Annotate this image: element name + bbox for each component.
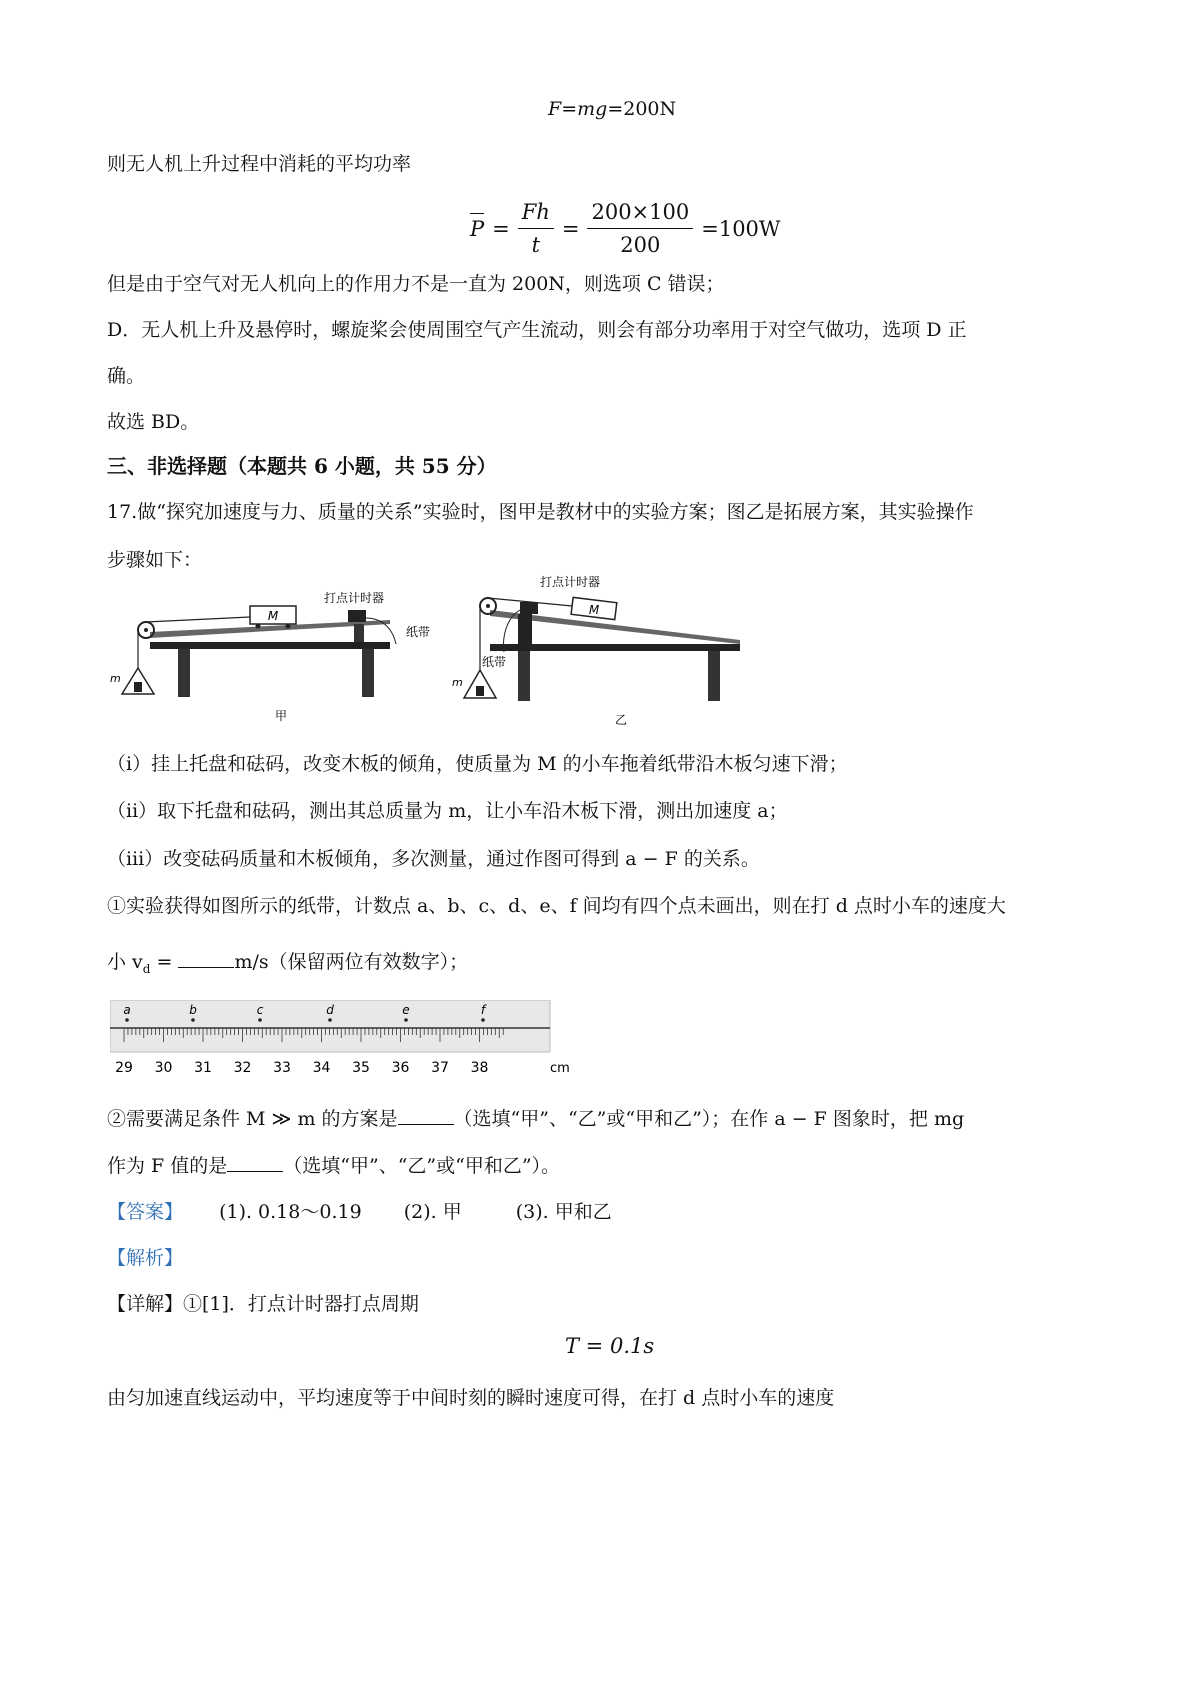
ruler-tick-label: 38 bbox=[470, 1060, 489, 1076]
table-leg-b-right bbox=[708, 651, 720, 701]
tape-point-label-e: e bbox=[402, 1003, 410, 1017]
tape-point-label-f: f bbox=[480, 1003, 486, 1017]
figure-a bbox=[110, 590, 430, 723]
timer-a bbox=[348, 610, 366, 622]
tape-point-label-b: b bbox=[189, 1003, 197, 1017]
ruler-tick-label: 32 bbox=[233, 1060, 252, 1076]
ruler-tick-label: 34 bbox=[312, 1060, 331, 1076]
ruler-unit: cm bbox=[550, 1061, 570, 1076]
fraction-numerator-values: 200×100 bbox=[587, 200, 693, 229]
text-option-d-2: 确。 bbox=[107, 365, 146, 387]
text-option-c: 但是由于空气对无人机向上的作用力不是一直为 200N，则选项 C 错误； bbox=[107, 273, 725, 295]
q2-suffix: （选填“甲”、“乙”或“甲和乙”）。 bbox=[283, 1155, 561, 1177]
fraction-fh-t bbox=[518, 200, 554, 257]
figure-b bbox=[452, 574, 740, 727]
q1-text-1: ①实验获得如图所示的纸带，计数点 a、b、c、d、e、f 间均有四个点未画出，则在打 d 点时小车的速度大 bbox=[107, 895, 1006, 917]
tape-point-a bbox=[125, 1018, 129, 1022]
analysis-tag: 【解析】 bbox=[107, 1247, 184, 1269]
text-option-d-1: D．无人机上升及悬停时，螺旋桨会使周围空气产生流动，则会有部分功率用于对空气做功，选项 D 正 bbox=[107, 319, 967, 341]
string-a bbox=[146, 617, 250, 622]
formula-power bbox=[470, 200, 781, 257]
last-line: 由匀加速直线运动中，平均速度等于中间时刻的瞬时速度可得，在打 d 点时小车的速度 bbox=[107, 1387, 835, 1409]
table-leg-a-left bbox=[178, 649, 190, 697]
tape-point-f bbox=[481, 1018, 485, 1022]
q2-text-1 bbox=[107, 1105, 964, 1133]
q2-text-2 bbox=[107, 1152, 560, 1180]
ruler-tick-label: 37 bbox=[431, 1060, 449, 1076]
ruler-tick-label: 36 bbox=[391, 1060, 410, 1076]
q1-unit-note: m/s（保留两位有效数字）； bbox=[234, 951, 469, 973]
ruler-tick-label: 29 bbox=[115, 1060, 133, 1076]
formula-force bbox=[548, 98, 676, 120]
text-avg-power: 则无人机上升过程中消耗的平均功率 bbox=[107, 153, 412, 175]
support-b bbox=[518, 614, 532, 644]
ruler-figure bbox=[110, 1000, 580, 1080]
q2-prefix: ②需要满足条件 M ≫ m 的方案是 bbox=[107, 1108, 398, 1130]
tape-point-label-c: c bbox=[256, 1003, 264, 1017]
formula-value: =200N bbox=[607, 98, 677, 120]
answer-2: (2). 甲 bbox=[403, 1201, 462, 1223]
ruler-tick-label: 31 bbox=[194, 1060, 212, 1076]
q17-text-1: 17.做“探究加速度与力、质量的关系”实验时，图甲是教材中的实验方案；图乙是拓展方案，其实验操作 bbox=[107, 501, 974, 523]
q17-text-2: 步骤如下： bbox=[107, 549, 203, 571]
formula-var-g: g bbox=[595, 98, 608, 120]
formula-eq: = bbox=[561, 98, 578, 120]
answer-blank-1[interactable] bbox=[178, 949, 234, 968]
tape-point-b bbox=[191, 1018, 195, 1022]
step-i: （ⅰ）挂上托盘和砝码，改变木板的倾角，使质量为 M 的小车拖着纸带沿木板匀速下滑； bbox=[107, 753, 848, 775]
answer-line bbox=[107, 1198, 612, 1226]
table-top-b bbox=[490, 644, 740, 651]
answer-blank-3[interactable] bbox=[227, 1153, 283, 1172]
tape-point-label-d: d bbox=[326, 1003, 334, 1017]
answer-tag: 【答案】 bbox=[107, 1201, 184, 1223]
caption-a: 甲 bbox=[275, 709, 288, 723]
ruler-tick-label: 35 bbox=[352, 1060, 370, 1076]
experiment-figure bbox=[110, 572, 830, 742]
answer-1: (1). 0.18～0.19 bbox=[219, 1201, 362, 1223]
fraction-denominator: t bbox=[531, 233, 541, 257]
tape-point-e bbox=[404, 1018, 408, 1022]
tape-point-d bbox=[328, 1018, 332, 1022]
mass-a-label: m bbox=[110, 672, 121, 685]
table-top-a bbox=[150, 642, 390, 649]
q1-eq: = bbox=[150, 951, 179, 973]
weight-a bbox=[134, 682, 142, 692]
q2-prefix-2: 作为 F 值的是 bbox=[107, 1155, 228, 1177]
cart-a-wheel-1 bbox=[256, 624, 261, 629]
formula-var-m: m bbox=[577, 98, 596, 120]
cart-a-label: M bbox=[267, 609, 279, 623]
table-leg-b-left bbox=[518, 651, 530, 701]
detail-line: 【详解】①[1]．打点计时器打点周期 bbox=[107, 1293, 419, 1315]
formula-period: T = 0.1s bbox=[565, 1334, 655, 1358]
fraction-numerator: Fh bbox=[518, 200, 554, 229]
q2-middle: （选填“甲”、“乙”或“甲和乙”）；在作 a − F 图象时，把 mg bbox=[453, 1108, 965, 1130]
pulley-b-axle bbox=[486, 604, 490, 608]
section-heading: 三、非选择题（本题共 6 小题，共 55 分） bbox=[107, 454, 497, 478]
timer-a-label: 打点计时器 bbox=[324, 591, 385, 605]
mass-b-label: m bbox=[452, 676, 463, 689]
cart-a-wheel-2 bbox=[286, 624, 291, 629]
weight-b bbox=[476, 686, 484, 696]
step-iii: （ⅲ）改变砝码质量和木板倾角，多次测量，通过作图可得到 a − F 的关系。 bbox=[107, 848, 760, 870]
tape-point-c bbox=[258, 1018, 262, 1022]
answer-3: (3). 甲和乙 bbox=[515, 1201, 612, 1223]
q1-text-2 bbox=[107, 948, 468, 983]
formula-eq-1: = bbox=[492, 216, 510, 241]
ruler-tick-labels bbox=[115, 1060, 488, 1076]
caption-b: 乙 bbox=[615, 713, 628, 727]
text-choose: 故选 BD。 bbox=[107, 411, 200, 433]
tape-point-label-a: a bbox=[123, 1003, 131, 1017]
fraction-denominator-values: 200 bbox=[620, 233, 661, 257]
fraction-values bbox=[587, 200, 693, 257]
answer-blank-2[interactable] bbox=[398, 1106, 454, 1125]
q1-v-label: 小 v bbox=[107, 951, 143, 973]
pulley-a-axle bbox=[144, 628, 148, 632]
ruler-tick-label: 33 bbox=[273, 1060, 291, 1076]
step-ii: （ⅱ）取下托盘和砝码，测出其总质量为 m，让小车沿木板下滑，测出加速度 a； bbox=[107, 800, 788, 822]
formula-var-F: F bbox=[548, 98, 562, 120]
q1-v-subscript: d bbox=[142, 961, 151, 976]
formula-eq-2: = bbox=[561, 216, 580, 241]
timer-b bbox=[520, 602, 538, 614]
timer-b-label: 打点计时器 bbox=[540, 575, 601, 589]
support-a bbox=[354, 624, 364, 642]
tape-b-label: 纸带 bbox=[482, 655, 507, 669]
formula-result: =100W bbox=[701, 216, 781, 241]
cart-b-label: M bbox=[588, 603, 600, 617]
formula-var-P-bar: P bbox=[470, 216, 485, 241]
table-leg-a-right bbox=[362, 649, 374, 697]
tape-a-label: 纸带 bbox=[406, 625, 431, 639]
ruler-tick-label: 30 bbox=[154, 1060, 173, 1076]
